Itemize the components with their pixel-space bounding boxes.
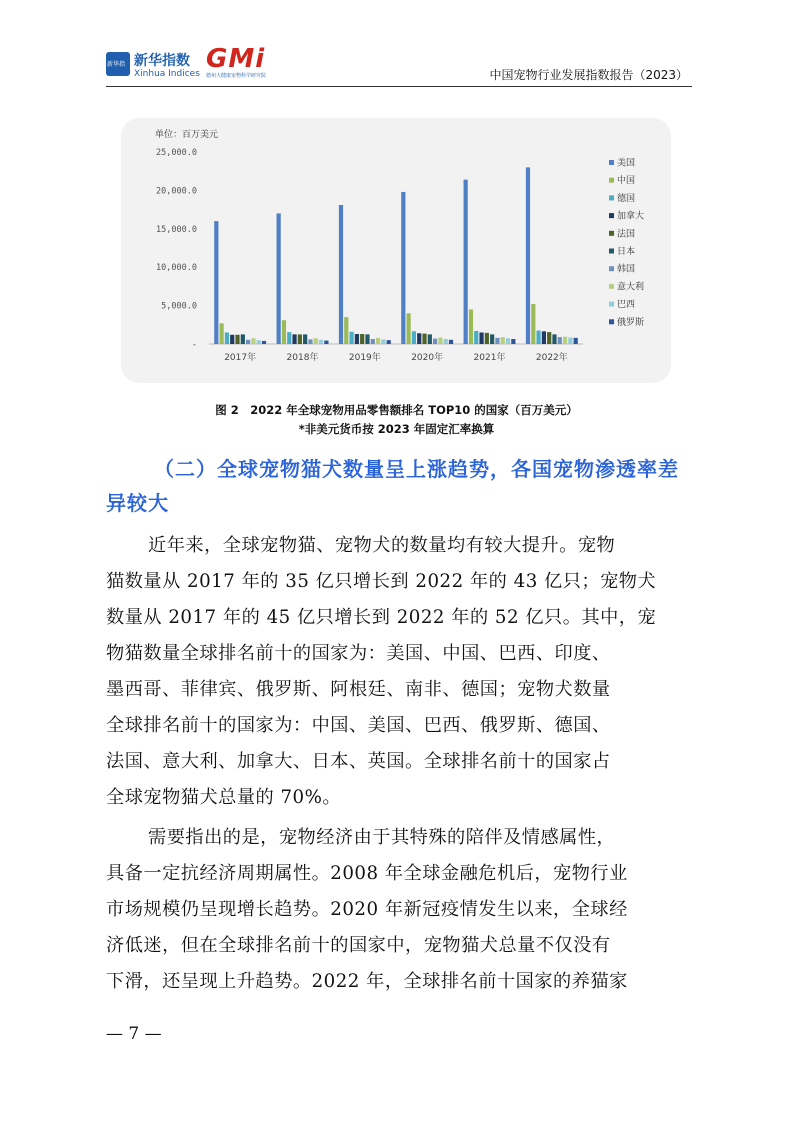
legend-swatch [609,160,614,165]
bar [339,205,343,344]
bar [495,338,499,344]
legend-swatch [609,284,614,289]
legend-entry: 俄罗斯 [617,317,645,328]
y-tick-label: 20,000.0 [156,186,197,197]
legend-entry: 德国 [617,193,636,204]
legend-entry: 加拿大 [617,211,645,222]
bar [526,167,530,344]
bar-chart [121,118,671,383]
xinhua-badge-icon [106,52,130,76]
paragraph-line: 全球宠物猫犬总量的 70%。 [106,787,342,808]
bar [277,213,281,344]
bar [282,320,286,344]
bar-chart-panel [121,118,671,383]
x-tick-label: 2022年 [535,353,568,363]
bar [433,339,437,344]
legend-entry: 法国 [617,229,636,240]
bar [464,180,468,344]
bar [536,331,540,344]
bar [376,338,380,344]
bar [287,332,291,344]
legend-entry: 美国 [617,158,636,169]
paragraph-line: 下滑，还呈现上升趋势。2022 年，全球排名前十国家的养猫家 [106,971,628,992]
bar [319,340,323,344]
bar [449,340,453,344]
figure-caption: 图 2 2022 年全球宠物用品零售额排名 TOP10 的国家（百万美元） [215,403,578,417]
bar [220,323,224,344]
bar [563,337,567,344]
y-tick-label: 15,000.0 [156,224,197,235]
bar [485,333,489,344]
bar [355,334,359,344]
bar [230,335,234,344]
xinhua-badge-text: 新华指 [107,61,126,68]
bar [314,338,318,344]
x-tick-label: 2017年 [224,353,257,363]
bar [344,317,348,344]
bar [251,338,255,344]
xinhua-logo-en: Xinhua Indices [134,69,200,79]
legend-swatch [609,319,614,324]
legend-swatch [609,195,614,200]
legend-swatch [609,249,614,254]
legend-swatch [609,302,614,307]
legend-entry: 巴西 [617,300,636,311]
bar [542,331,546,344]
bar [225,332,229,344]
paragraph-2 [106,820,692,1000]
x-tick-label: 2021年 [473,353,506,363]
paragraph-line: 猫数量从 2017 年的 35 亿只增长到 2022 年的 43 亿只；宠物犬 [106,571,657,592]
bar [298,334,302,344]
section-heading-line2: 异较大 [106,491,169,515]
paragraph-line: 济低迷，但在全球排名前十的国家中，宠物猫犬总量不仅没有 [106,935,611,956]
gmi-logo-sub: 德州大健康宠物科学研究院 [206,73,267,79]
legend-swatch [609,178,614,183]
bar [438,337,442,344]
paragraph-line: 法国、意大利、加拿大、日本、英国。全球排名前十的国家占 [106,751,611,772]
bar [365,334,369,344]
legend-entry: 日本 [617,247,636,257]
bar [308,339,312,344]
bar [501,337,505,344]
paragraph-line: 全球排名前十的国家为：中国、美国、巴西、俄罗斯、德国、 [106,715,611,736]
figure-note: *非美元货币按 2023 年固定汇率换算 [298,422,495,436]
bar [479,332,483,344]
paragraph-line: 数量从 2017 年的 45 亿只增长到 2022 年的 52 亿只。其中，宠 [106,607,657,628]
paragraph-line: 物猫数量全球排名前十的国家为：美国、中国、巴西、印度、 [106,643,611,664]
bar [360,334,364,344]
bar [381,339,385,344]
bar [257,340,261,344]
bar [474,331,478,344]
bar [511,339,515,344]
bar [444,339,448,344]
bar [407,313,411,344]
bar [235,335,239,344]
bar [214,221,218,344]
bar [574,338,578,344]
page-header [106,44,692,87]
bar [531,304,535,344]
bar [241,334,245,344]
gmi-logo [206,44,296,82]
bar [558,337,562,344]
legend-entry: 韩国 [617,264,636,275]
xinhua-logo-cn: 新华指数 [134,53,190,69]
bar [568,337,572,344]
bar [292,334,296,344]
paragraph-line: 需要指出的是，宠物经济由于其特殊的陪伴及情感属性， [148,827,616,848]
paragraph-line: 具备一定抗经济周期属性。2008 年全球金融危机后，宠物行业 [106,863,628,884]
bar [303,334,307,344]
bar [324,341,328,344]
bar [401,192,405,344]
paragraph-line: 近年来，全球宠物猫、宠物犬的数量均有较大提升。宠物 [148,535,616,556]
chart-unit-label: 单位：百万美元 [155,130,219,140]
section-heading-line1: （二）全球宠物猫犬数量呈上涨趋势，各国宠物渗透率差 [154,457,679,481]
y-tick-label: 5,000.0 [161,301,197,312]
y-tick-label: - [191,340,197,350]
y-tick-label: 10,000.0 [156,263,197,274]
page-number: — 7 — [106,1024,162,1044]
section-heading [106,452,696,520]
bar [412,331,416,344]
bar [246,340,250,344]
bar [349,332,353,344]
bar [547,332,551,344]
bar [417,333,421,344]
paragraph-1 [106,528,692,816]
paragraph-line: 墨西哥、菲律宾、俄罗斯、阿根廷、南非、德国；宠物犬数量 [106,679,611,700]
bar [262,341,266,344]
legend-entry: 意大利 [617,282,645,293]
bar [422,334,426,344]
bar [371,339,375,344]
bar [490,334,494,344]
x-tick-label: 2018年 [286,353,319,363]
legend-swatch [609,213,614,218]
bar [552,334,556,344]
legend-swatch [609,231,614,236]
xinhua-indices-logo [106,50,206,82]
paragraph-line: 市场规模仍呈现增长趋势。2020 年新冠疫情发生以来，全球经 [106,899,628,920]
bar [428,334,432,344]
gmi-logo-text: GMi [206,44,266,74]
legend-entry: 中国 [617,176,636,187]
x-tick-label: 2019年 [348,353,381,363]
legend-swatch [609,266,614,271]
bar [506,338,510,344]
bar [387,340,391,344]
y-tick-label: 25,000.0 [156,148,197,158]
document-title: 中国宠物行业发展指数报告（2023） [489,68,688,82]
x-tick-label: 2020年 [411,353,444,363]
bar [469,309,473,344]
